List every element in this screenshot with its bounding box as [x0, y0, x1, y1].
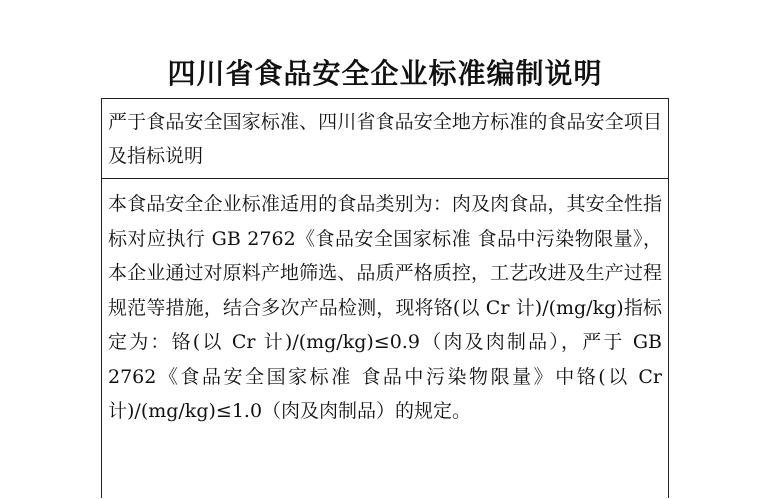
table-body-text: 本食品安全企业标准适用的食品类别为：肉及肉食品，其安全性指标对应执行 GB 2762《食品安全国家标准 食品中污染物限量》，本企业通过对原料产地筛选、品质严格质控，工艺改进及生产过程规范等措施，结合多次产品检测，现将铬(以 Cr 计)/(mg/kg)指标定为：铬(以 Cr 计)/(mg/kg)≤0.9（肉及肉制品），严于 GB 2762《食品安全国家标准 食品中污染物限量》中铬(以 Cr 计)/(mg/kg)≤1.0（肉及肉制品）的规定。 — [108, 193, 662, 422]
explanation-table — [101, 98, 669, 498]
table-body-row — [102, 179, 668, 499]
table-heading-text: 严于食品安全国家标准、四川省食品安全地方标准的食品安全项目及指标说明 — [108, 111, 662, 167]
document-title: 四川省食品安全企业标准编制说明 — [167, 57, 603, 90]
table-heading-row — [102, 99, 668, 179]
